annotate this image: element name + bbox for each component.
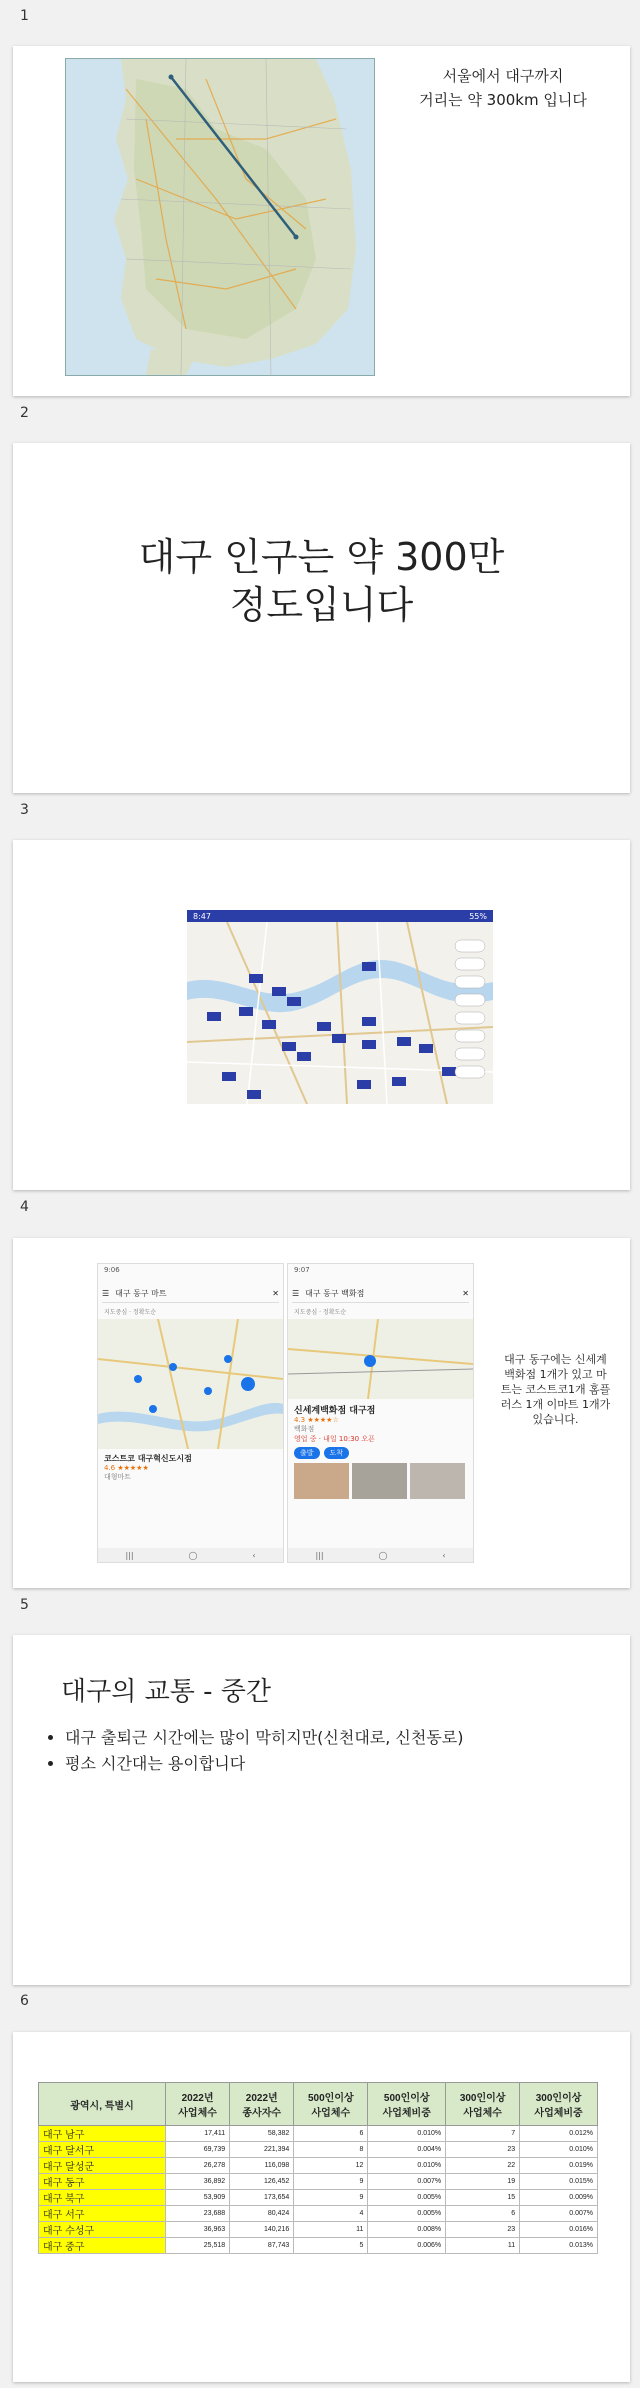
table-cell: 17,411 — [166, 2126, 230, 2142]
menu-icon: ☰ — [102, 1288, 110, 1298]
table-cell: 0.019% — [520, 2158, 598, 2174]
table-cell: 11 — [446, 2238, 520, 2254]
region-cell: 대구 동구 — [39, 2174, 166, 2190]
bullet-item: • 대구 출퇴근 시간에는 많이 막히지만(신천대로, 신천동로) — [65, 1725, 464, 1751]
column-header: 2022년 사업체수 — [166, 2083, 230, 2126]
column-header: 500인이상 사업체수 — [294, 2083, 368, 2126]
flag-map — [187, 922, 493, 1104]
table-cell: 23,688 — [166, 2206, 230, 2222]
table-cell: 4 — [294, 2206, 368, 2222]
column-header: 광역시, 특별시 — [39, 2083, 166, 2126]
heading-line: 대구 인구는 약 300만 — [138, 535, 505, 579]
photo-thumbnail — [294, 1463, 349, 1499]
slide-4-note — [483, 1352, 628, 1427]
slide-number: 5 — [20, 1597, 29, 1613]
table-cell: 26,278 — [166, 2158, 230, 2174]
table-cell: 0.005% — [368, 2206, 446, 2222]
text-line: 거리는 약 300km 입니다 — [419, 91, 587, 109]
sort-tab: 지도중심 · 정확도순 — [104, 1309, 157, 1316]
text-line: 서울에서 대구까지 — [442, 67, 564, 85]
slide-number: 6 — [20, 1993, 29, 2009]
table-cell: 0.007% — [520, 2206, 598, 2222]
place-rating: 4.3 ★★★★☆ — [294, 1416, 339, 1424]
phone-map — [98, 1319, 283, 1449]
table-cell: 36,892 — [166, 2174, 230, 2190]
map-screenshot — [187, 910, 493, 1104]
table-cell: 0.004% — [368, 2142, 446, 2158]
phone-status-bar — [187, 910, 493, 922]
column-header: 2022년 종사자수 — [230, 2083, 294, 2126]
slide-4[interactable] — [13, 1238, 630, 1588]
table-cell: 0.013% — [520, 2238, 598, 2254]
photo-thumbnail — [410, 1463, 465, 1499]
table-cell: 6 — [294, 2126, 368, 2142]
region-cell: 대구 달성군 — [39, 2158, 166, 2174]
status-battery: 55% — [469, 911, 487, 921]
table-row — [39, 2142, 598, 2158]
table-cell: 25,518 — [166, 2238, 230, 2254]
korea-map-image — [65, 58, 375, 376]
phone-status-bar — [98, 1264, 283, 1280]
region-cell: 대구 달서구 — [39, 2142, 166, 2158]
region-cell: 대구 수성구 — [39, 2222, 166, 2238]
table-cell: 5 — [294, 2238, 368, 2254]
menu-icon: ☰ — [292, 1288, 300, 1298]
place-hours: 영업 중 · 내일 10:30 오픈 — [294, 1435, 375, 1443]
search-text: 대구 동구 마트 — [115, 1288, 167, 1298]
phone-nav-bar: ||| ◯ ‹ — [288, 1548, 473, 1562]
slide-1-text — [383, 64, 623, 112]
sort-tab: 지도중심 · 정확도순 — [294, 1309, 347, 1316]
table-cell: 80,424 — [230, 2206, 294, 2222]
table-cell: 87,743 — [230, 2238, 294, 2254]
slide-1[interactable] — [13, 46, 630, 396]
table-cell: 19 — [446, 2174, 520, 2190]
table-row — [39, 2222, 598, 2238]
table-cell: 0.008% — [368, 2222, 446, 2238]
close-icon: ✕ — [272, 1288, 279, 1298]
search-bar — [102, 1284, 279, 1303]
bullet-item: • 평소 시간대는 용이합니다 — [65, 1751, 464, 1777]
table-row — [39, 2190, 598, 2206]
table-cell: 221,394 — [230, 2142, 294, 2158]
table-cell: 23 — [446, 2222, 520, 2238]
close-icon: ✕ — [462, 1288, 469, 1298]
table-cell: 15 — [446, 2190, 520, 2206]
place-rating: 4.6 ★★★★★ — [104, 1464, 149, 1472]
slide-title: 대구의 교통 - 중간 — [61, 1677, 271, 1707]
column-header: 300인이상 사업체비중 — [520, 2083, 598, 2126]
phone-nav-bar: ||| ◯ ‹ — [98, 1548, 283, 1562]
region-cell: 대구 중구 — [39, 2238, 166, 2254]
column-header: 500인이상 사업체비중 — [368, 2083, 446, 2126]
phone-status-bar — [288, 1264, 473, 1280]
table-cell: 6 — [446, 2206, 520, 2222]
table-row — [39, 2238, 598, 2254]
table-cell: 22 — [446, 2158, 520, 2174]
note-line: 트는 코스트코1개 홈플 — [500, 1383, 611, 1396]
table-cell: 53,909 — [166, 2190, 230, 2206]
place-card — [98, 1449, 283, 1486]
photo-thumbnail — [352, 1463, 407, 1499]
slide-2[interactable] — [13, 443, 630, 793]
status-time: 8:47 — [193, 911, 211, 921]
table-header-row — [39, 2083, 598, 2126]
search-text: 대구 동구 백화점 — [305, 1288, 365, 1298]
place-name: 코스트코 대구혁신도시점 — [104, 1454, 192, 1463]
table-cell: 11 — [294, 2222, 368, 2238]
region-cell: 대구 남구 — [39, 2126, 166, 2142]
place-card — [288, 1399, 473, 1503]
table-cell: 140,216 — [230, 2222, 294, 2238]
slide-5[interactable] — [13, 1635, 630, 1985]
table-cell: 12 — [294, 2158, 368, 2174]
table-cell: 9 — [294, 2174, 368, 2190]
table-row — [39, 2174, 598, 2190]
business-table — [38, 2082, 598, 2254]
status-time: 9:07 — [294, 1266, 310, 1274]
arrive-button: 도착 — [324, 1447, 350, 1459]
table-cell: 116,098 — [230, 2158, 294, 2174]
table-row — [39, 2126, 598, 2142]
status-time: 9:06 — [104, 1266, 120, 1274]
slide-number: 1 — [20, 8, 29, 24]
table-cell: 58,382 — [230, 2126, 294, 2142]
phone-map — [288, 1319, 473, 1399]
table-cell: 36,963 — [166, 2222, 230, 2238]
note-line: 있습니다. — [532, 1413, 579, 1426]
table-cell: 0.010% — [368, 2126, 446, 2142]
table-cell: 0.016% — [520, 2222, 598, 2238]
table-cell: 9 — [294, 2190, 368, 2206]
table-cell: 0.007% — [368, 2174, 446, 2190]
table-row — [39, 2206, 598, 2222]
note-line: 백화점 1개가 있고 마 — [504, 1368, 607, 1381]
table-row — [39, 2158, 598, 2174]
table-cell: 69,739 — [166, 2142, 230, 2158]
heading-line: 정도입니다 — [229, 583, 414, 627]
column-header: 300인이상 사업체수 — [446, 2083, 520, 2126]
region-cell: 대구 서구 — [39, 2206, 166, 2222]
table-cell: 0.005% — [368, 2190, 446, 2206]
slide-number: 2 — [20, 405, 29, 421]
table-cell: 0.006% — [368, 2238, 446, 2254]
note-line: 러스 1개 이마트 1개가 — [500, 1398, 611, 1411]
route-button: 출발 — [294, 1447, 320, 1459]
phone-screenshot-shinsegae — [287, 1263, 474, 1563]
table-cell: 8 — [294, 2142, 368, 2158]
slide-2-heading — [13, 533, 630, 629]
table-cell: 0.015% — [520, 2174, 598, 2190]
table-cell: 7 — [446, 2126, 520, 2142]
table-cell: 173,654 — [230, 2190, 294, 2206]
note-line: 대구 동구에는 신세계 — [504, 1353, 607, 1366]
slide-3[interactable] — [13, 840, 630, 1190]
table-cell: 126,452 — [230, 2174, 294, 2190]
slide-number: 3 — [20, 802, 29, 818]
slide-6[interactable] — [13, 2032, 630, 2382]
phone-screenshot-costco — [97, 1263, 284, 1563]
table-cell: 0.010% — [520, 2142, 598, 2158]
slide-number: 4 — [20, 1199, 29, 1215]
place-name: 신세계백화점 대구점 — [294, 1406, 376, 1416]
search-bar — [292, 1284, 469, 1303]
table-cell: 0.009% — [520, 2190, 598, 2206]
table-cell: 0.010% — [368, 2158, 446, 2174]
region-cell: 대구 북구 — [39, 2190, 166, 2206]
table-cell: 23 — [446, 2142, 520, 2158]
place-category: 백화점 — [294, 1425, 315, 1433]
table-cell: 0.012% — [520, 2126, 598, 2142]
place-category: 대형마트 — [104, 1473, 132, 1481]
bullet-list — [47, 1725, 464, 1777]
